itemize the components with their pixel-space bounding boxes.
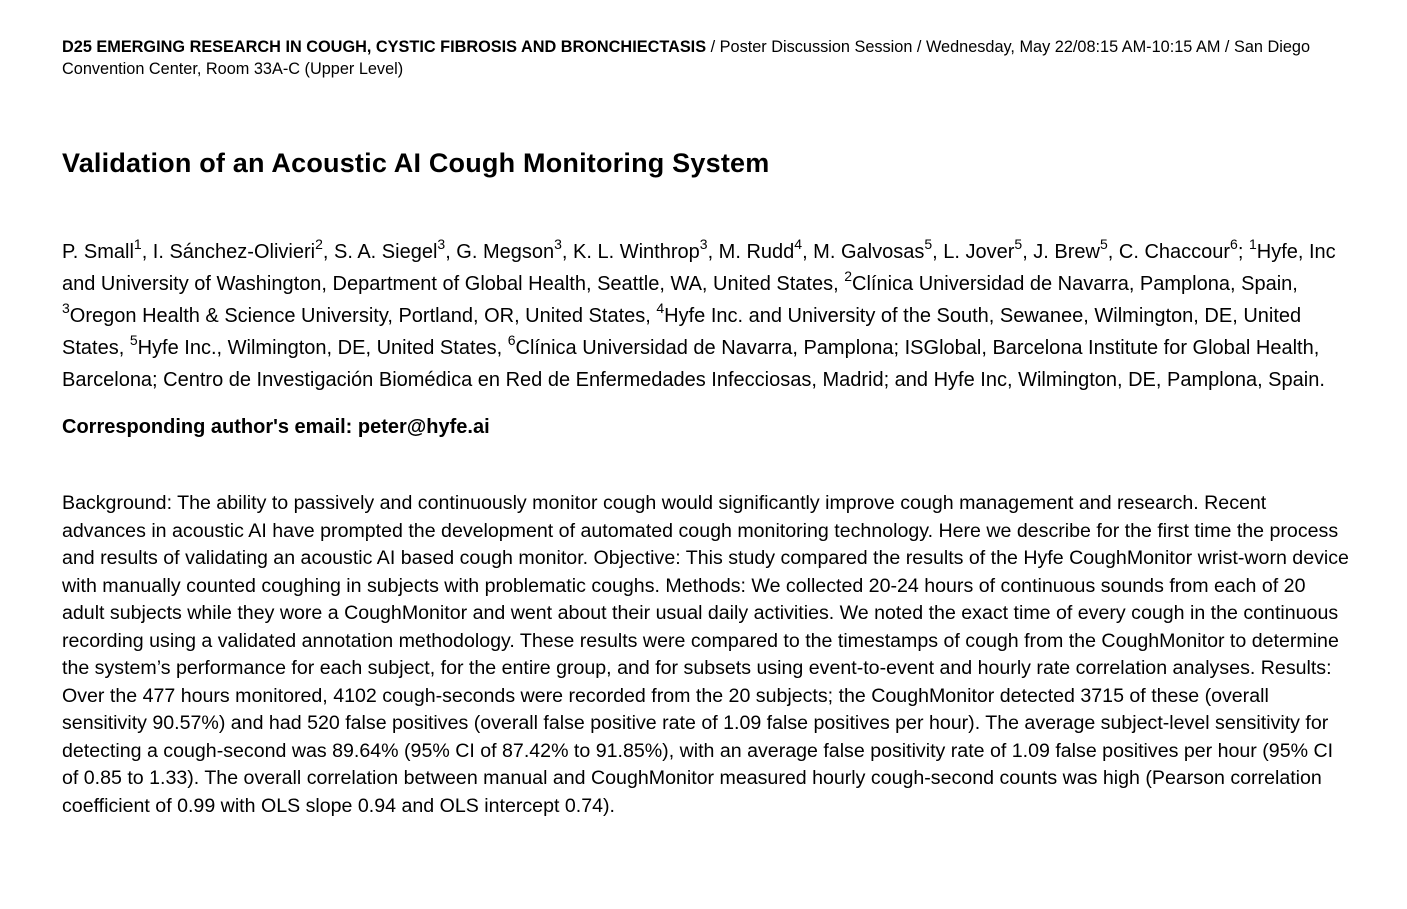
abstract-title: Validation of an Acoustic AI Cough Monitoring System	[62, 148, 770, 178]
session-header	[62, 36, 1349, 80]
authors-affiliations: P. Small$^1$, I. Sánchez-Olivieri$^2$, S. A. Siegel$^3$, G. Megson$^3$, K. L. Winthrop$^3$, M. Rudd$^4$, M. Galvosas$^5$, L. Jover$^5$, J. Brew$^5$, C. Chaccour$^6$; $^1$Hyfe, Inc and University of Washington, Department of Global Health, Seattle, WA, United States, $^2$Clínica Universidad de Navarra, Pamplona, Spain, $^3$Oregon Health & Science University, Portland, OR, United States, $^4$Hyfe Inc. and University of the South, Sewanee, Wilmington, DE, United States, $^5$Hyfe Inc., Wilmington, DE, United States, $^6$Clínica Universidad de Navarra, Pamplona; ISGlobal, Barcelona Institute for Global Health, Barcelona; Centro de Investigación Biomédica en Red de Enfermedades Infecciosas, Madrid; and Hyfe Inc, Wilmington, DE, Pamplona, Spain.	[62, 236, 1336, 391]
session-title: D25 EMERGING RESEARCH IN COUGH, CYSTIC FIBROSIS AND BRONCHIECTASIS	[62, 38, 707, 56]
corresponding-email-line: Corresponding author's email: peter@hyfe.ai	[62, 416, 490, 438]
abstract-body: Background: The ability to passively and continuously monitor cough would significantly improve cough management and research. Recent advances in acoustic AI have prompted the development of automated cough monitoring technology. Here we describe for the first time the process and results of validating an acoustic AI based cough monitor. Objective: This study compared the results of the Hyfe CoughMonitor wrist-worn device with manually counted coughing in subjects with problematic coughs. Methods: We collected 20-24 hours of continuous sounds from each of 20 adult subjects while they wore a CoughMonitor and went about their usual daily activities. We noted the exact time of every cough in the continuous recording using a validated annotation methodology. These results were compared to the timestamps of cough from the CoughMonitor to determine the system’s performance for each subject, for the entire group, and for subsets using event-to-event and hourly rate correlation analyses. Results: Over the 477 hours monitored, 4102 cough-seconds were recorded from the 20 subjects; the CoughMonitor detected 3715 of these (overall sensitivity 90.57%) and had 520 false positives (overall false positive rate of 1.09 false positives per hour). The average subject-level sensitivity for detecting a cough-second was 89.64% (95% CI of 87.42% to 91.85%), with an average false positivity rate of 1.09 false positives per hour (95% CI of 0.85 to 1.33). The overall correlation between manual and CoughMonitor measured hourly cough-second counts was high (Pearson correlation coefficient of 0.99 with OLS slope 0.94 and OLS intercept 0.74).	[62, 492, 1349, 817]
session-details: / Poster Discussion Session / Wednesday, May 22/08:15 AM-10:15 AM / San Diego Convention Center, Room 33A-C (Upper Level)	[62, 38, 1311, 78]
